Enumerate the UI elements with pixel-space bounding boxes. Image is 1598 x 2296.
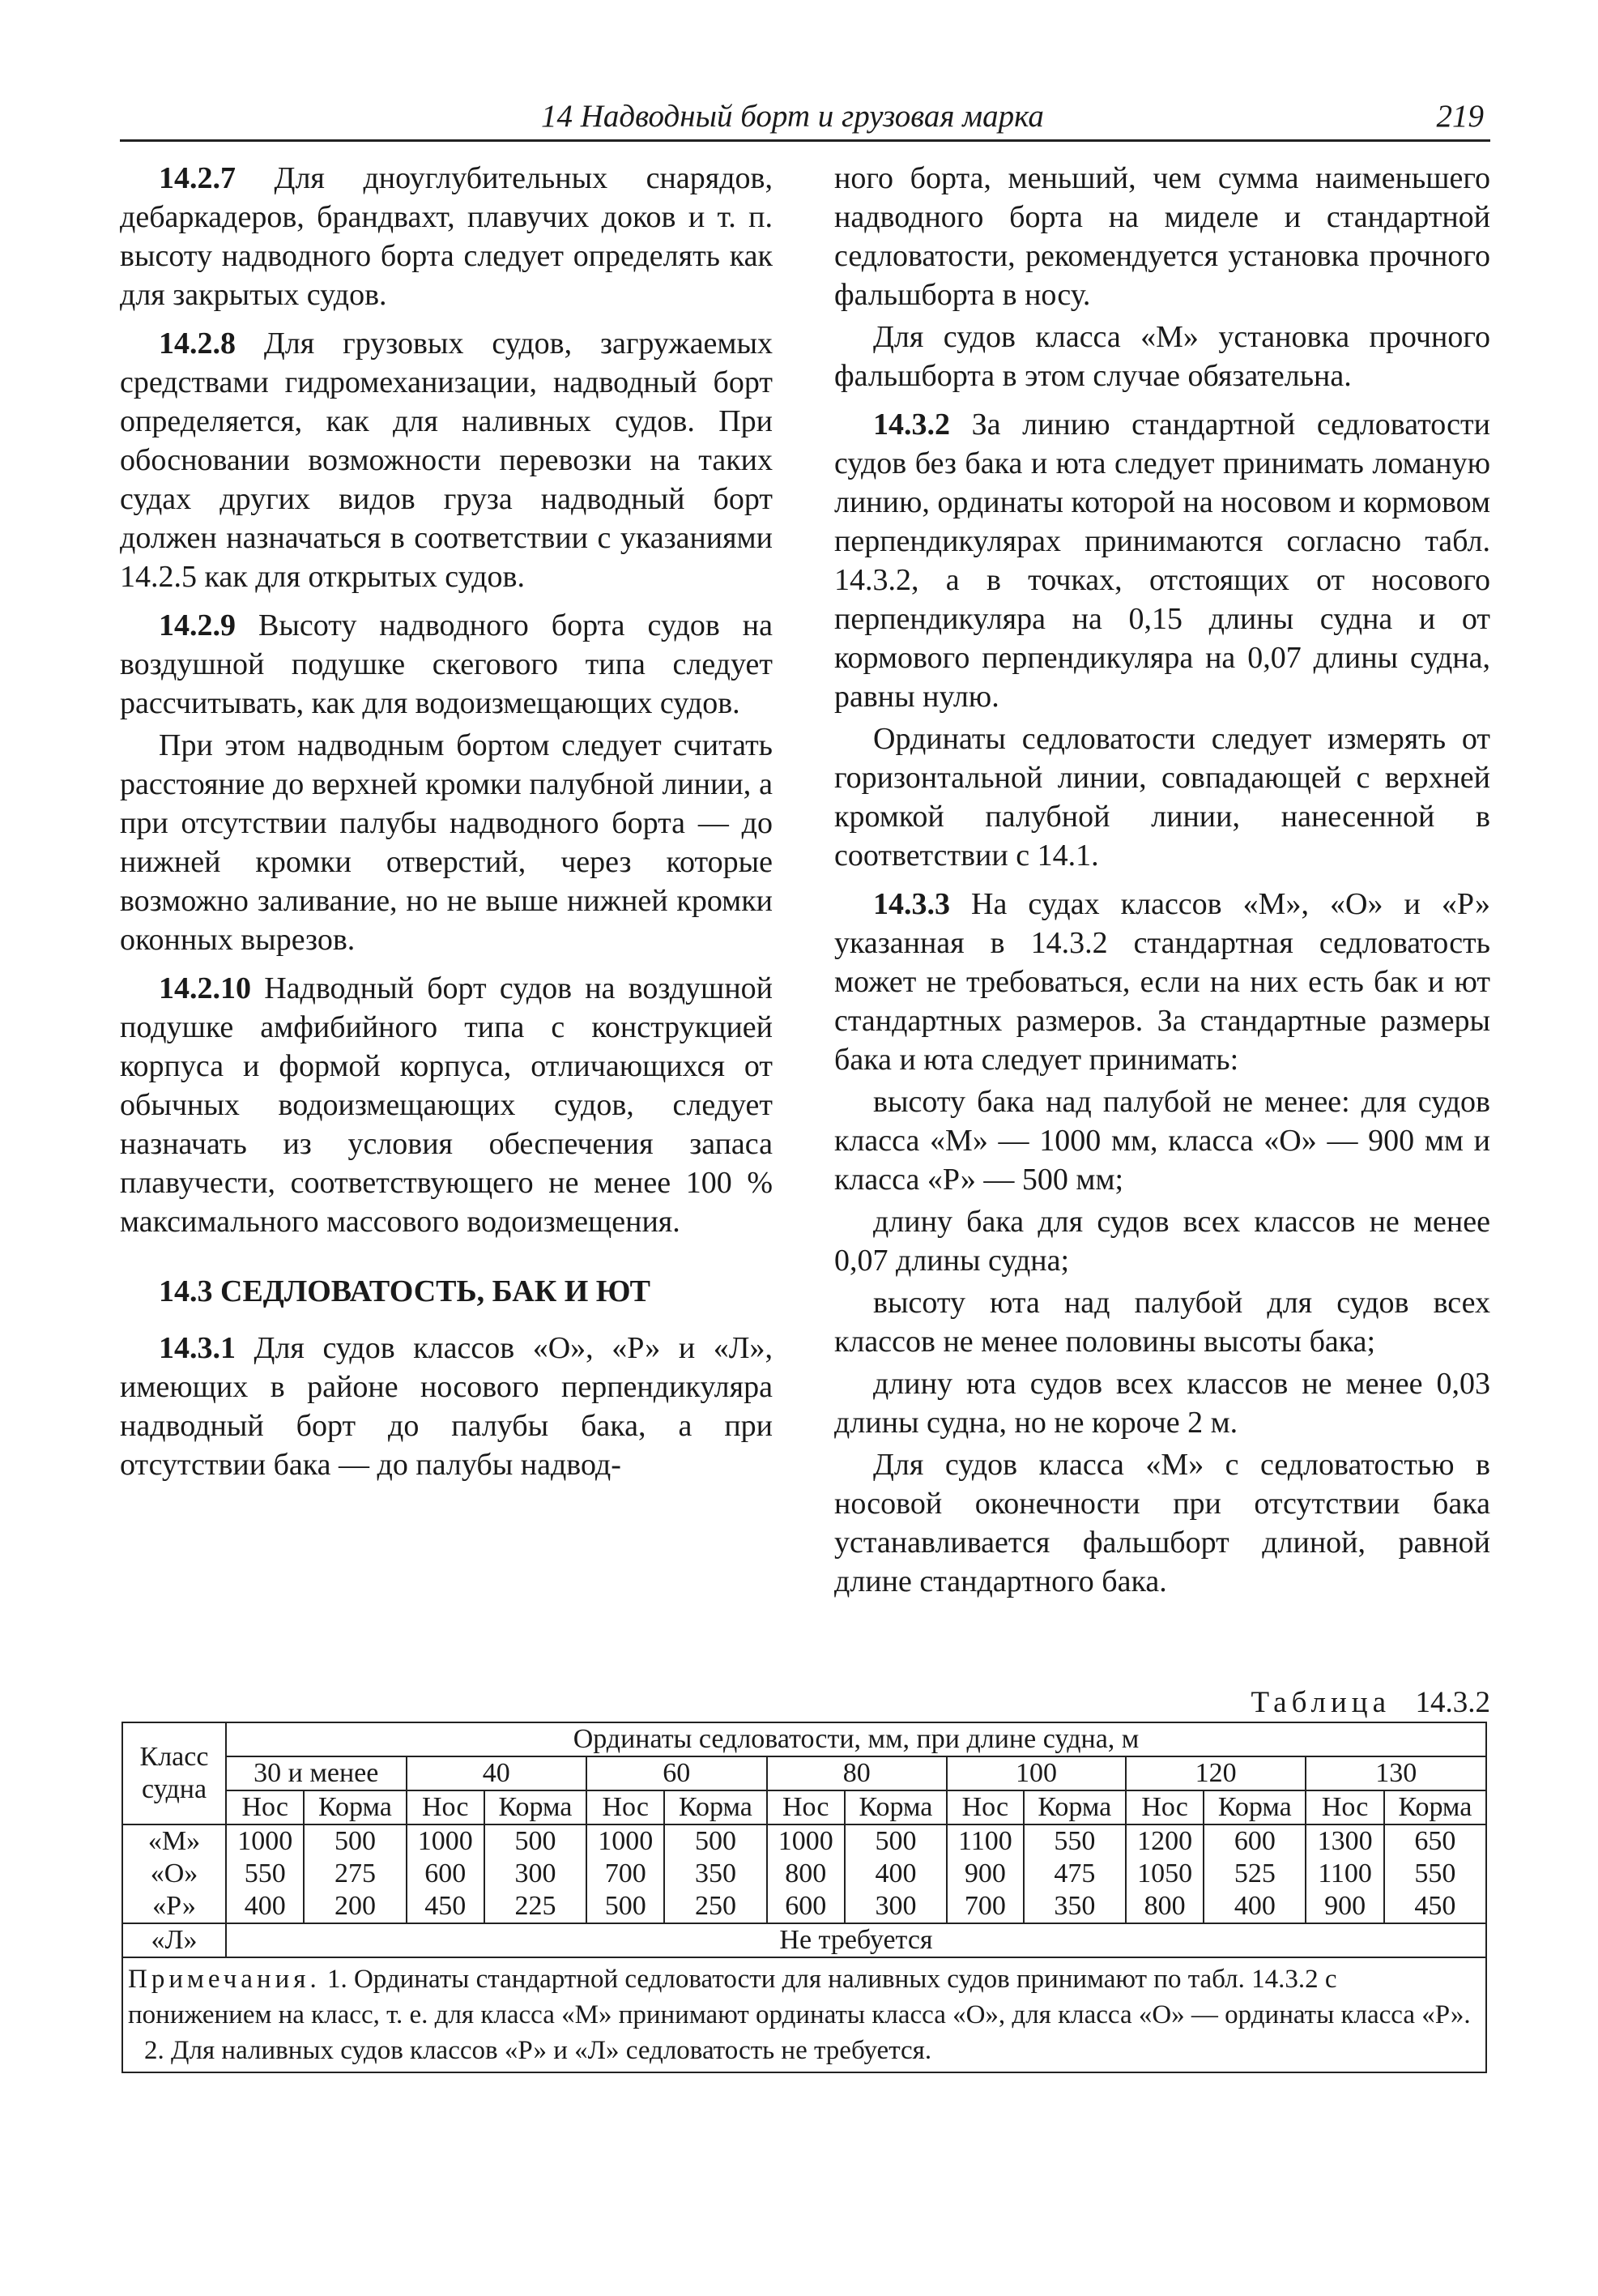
- ordinate-cell: 1000: [586, 1824, 664, 1858]
- paragraph-14-2-9-cont: При этом надводным бортом следует считать расстояние до верхней кромки палубной линии, а при отсутствии палубы надводного борта — до нижней кромки отверстий, через которые возможно заливание, но не выше нижней кромки оконных вырезов.: [120, 728, 773, 957]
- paragraph-text: За линию стандартной седловатости судов без бака и юта следует принимать ломаную линию, ординаты которой на носовом и кормовом перпендикулярах принимаются согласно табл. 14.3.2, а в точках, отстоящих от носового перпендикуляра на 0,15 длины судна и от кормового перпендикуляра на 0,07 длины судна, равны нулю.: [834, 408, 1490, 714]
- length-header: 120: [1126, 1756, 1306, 1790]
- note-2: [128, 2033, 1481, 2068]
- length-header: 40: [407, 1756, 587, 1790]
- length-header: 60: [586, 1756, 767, 1790]
- paragraph-14-3-1-cont: ного борта, меньший, чем сумма наименьшего надводного борта на миделе и стандартной седловатости, рекомендуется установка прочного фальшборта в носу.: [834, 161, 1490, 312]
- paragraph-text: Для грузовых судов, загружаемых средствами гидромеханизации, надводный борт определяется, как для наливных судов. При обосновании возможности перевозки на таких судах других видов груза надводный борт должен назначаться в соответствии с указаниями 14.2.5 как для открытых судов.: [120, 326, 773, 594]
- paragraph-14-3-3: [834, 885, 1490, 1079]
- page-number: 219: [1436, 99, 1484, 134]
- clause-number: 14.2.9: [159, 608, 236, 642]
- running-title: 14 Надводный борт и грузовая марка: [541, 99, 1044, 134]
- ordinate-cell: 1200: [1126, 1824, 1204, 1858]
- note-text: 2. Для наливных судов классов «Р» и «Л» седловатость не требуется.: [144, 2036, 932, 2065]
- table-header-row: [122, 1722, 1486, 1756]
- length-header-row: [122, 1756, 1486, 1790]
- stern-header: Корма: [1204, 1790, 1306, 1824]
- paragraph-14-2-10: [120, 969, 773, 1241]
- table-notes: [122, 1957, 1486, 2072]
- ordinate-cell: 1050: [1126, 1858, 1204, 1890]
- class-cell: «Л»: [122, 1923, 226, 1957]
- notes-label: Примечания.: [128, 1965, 321, 1994]
- stern-header: Корма: [664, 1790, 766, 1824]
- ordinate-cell: 900: [947, 1858, 1024, 1890]
- table-body: [122, 1824, 1486, 1923]
- list-item: высоту бака над палубой не менее: для судов класса «М» — 1000 мм, класса «О» — 900 мм и класса «Р» — 500 мм;: [834, 1085, 1490, 1197]
- ordinate-cell: 350: [664, 1858, 766, 1890]
- paragraph-text: На судах классов «М», «О» и «Р» указанная в 14.3.2 стандартная седловатость может не требоваться, если на них есть бак и ют стандартных размеров. За стандартные размеры бака и юта следует принимать:: [834, 887, 1490, 1077]
- ordinate-cell: 500: [304, 1824, 406, 1858]
- ordinate-cell: 400: [226, 1890, 304, 1923]
- list-item: длину бака для судов всех классов не менее 0,07 длины судна;: [834, 1205, 1490, 1278]
- clause-number: 14.3.2: [873, 408, 950, 442]
- length-header: 130: [1306, 1756, 1486, 1790]
- span-header: Ординаты седловатости, мм, при длине судна, м: [226, 1722, 1486, 1756]
- paragraph-14-2-9: [120, 606, 773, 723]
- class-cell: «Р»: [122, 1890, 226, 1923]
- class-cell: «М»: [122, 1824, 226, 1858]
- ordinate-cell: 500: [586, 1890, 664, 1923]
- ordinate-cell: 1300: [1306, 1824, 1383, 1858]
- ordinate-cell: 1000: [226, 1824, 304, 1858]
- ordinate-cell: 700: [586, 1858, 664, 1890]
- paragraph-text: Надводный борт судов на воздушной подушке амфибийного типа с конструкцией корпуса и формой корпуса, отличающихся от обычных водоизмещающих судов, следует назначать из условия обеспечения запаса плавучести, соответствующего не менее 100 % максимального массового водоизмещения.: [120, 971, 773, 1239]
- paragraph-ordinates: Ординаты седловатости следует измерять от горизонтальной линии, совпадающей с верхней кромкой палубной линии, нанесенной в соответствии с 14.1.: [834, 722, 1490, 873]
- table-row: [122, 1858, 1486, 1890]
- ordinate-cell: 350: [1024, 1890, 1126, 1923]
- clause-number: 14.3.3: [873, 887, 950, 921]
- ordinate-cell: 900: [1306, 1890, 1383, 1923]
- section-heading: 14.3 СЕДЛОВАТОСТЬ, БАК И ЮТ: [159, 1274, 650, 1308]
- table-notes-row: [122, 1957, 1486, 2072]
- nose-stern-row: [122, 1790, 1486, 1824]
- length-header: 80: [767, 1756, 948, 1790]
- ordinate-cell: 1100: [1306, 1858, 1383, 1890]
- class-cell: «О»: [122, 1858, 226, 1890]
- paragraph-text: Для судов классов «О», «Р» и «Л», имеющих в районе носового перпендикуляра надводный борт до палубы бака, а при отсутствии бака — до палубы надвод-: [120, 1331, 773, 1482]
- ordinate-cell: 500: [484, 1824, 586, 1858]
- nose-header: Нос: [407, 1790, 484, 1824]
- ordinate-cell: 450: [1384, 1890, 1486, 1923]
- note-text: 1. Ординаты стандартной седловатости для наливных судов принимают по табл. 14.3.2 с понижением на класс, т. е. для класса «М» принимают ординаты класса «О», для класса «О» — ординаты класса «Р».: [128, 1965, 1471, 2029]
- ordinate-cell: 550: [226, 1858, 304, 1890]
- not-required-cell: Не требуется: [226, 1923, 1486, 1957]
- nose-header: Нос: [1126, 1790, 1204, 1824]
- ordinate-cell: 1000: [767, 1824, 845, 1858]
- caption-word: Таблица: [1251, 1686, 1391, 1719]
- table-row-l: [122, 1923, 1486, 1957]
- paragraph-14-2-7: [120, 159, 773, 314]
- caption-number: 14.3.2: [1415, 1686, 1490, 1719]
- ordinate-cell: 225: [484, 1890, 586, 1923]
- clause-number: 14.2.10: [159, 971, 251, 1005]
- paragraph-14-3-1: [120, 1329, 773, 1484]
- paragraph-text: Высоту надводного борта судов на воздушной подушке скегового типа следует рассчитывать, как для водоизмещающих судов.: [120, 608, 773, 720]
- stern-header: Корма: [845, 1790, 947, 1824]
- ordinate-cell: 1000: [407, 1824, 484, 1858]
- ordinate-cell: 600: [767, 1890, 845, 1923]
- table-row: [122, 1824, 1486, 1858]
- ordinate-cell: 250: [664, 1890, 766, 1923]
- ordinate-cell: 1100: [947, 1824, 1024, 1858]
- ordinate-cell: 275: [304, 1858, 406, 1890]
- ordinate-cell: 300: [845, 1890, 947, 1923]
- stern-header: Корма: [304, 1790, 406, 1824]
- ordinate-cell: 700: [947, 1890, 1024, 1923]
- paragraph-class-m-bulwark: Для судов класса «М» с седловатостью в носовой оконечности при отсутствии бака устанавливается фальшборт длиной, равной длине стандартного бака.: [834, 1448, 1490, 1598]
- table-row: [122, 1890, 1486, 1923]
- paragraph-14-3-2: [834, 405, 1490, 716]
- ordinate-cell: 500: [664, 1824, 766, 1858]
- ordinate-cell: 300: [484, 1858, 586, 1890]
- stern-header: Корма: [1384, 1790, 1486, 1824]
- clause-number: 14.2.8: [159, 326, 236, 361]
- ordinate-cell: 200: [304, 1890, 406, 1923]
- length-header: 30 и менее: [226, 1756, 407, 1790]
- stern-header: Корма: [484, 1790, 586, 1824]
- ordinate-cell: 800: [1126, 1890, 1204, 1923]
- ordinate-cell: 400: [1204, 1890, 1306, 1923]
- ordinate-cell: 600: [407, 1858, 484, 1890]
- ordinate-cell: 525: [1204, 1858, 1306, 1890]
- nose-header: Нос: [586, 1790, 664, 1824]
- ordinate-cell: 500: [845, 1824, 947, 1858]
- ordinate-cell: 650: [1384, 1824, 1486, 1858]
- nose-header: Нос: [1306, 1790, 1383, 1824]
- sheer-ordinates-table: [121, 1722, 1487, 2073]
- length-header: 100: [947, 1756, 1126, 1790]
- ordinate-cell: 475: [1024, 1858, 1126, 1890]
- clause-number: 14.3.1: [159, 1331, 236, 1365]
- paragraph-14-2-8: [120, 324, 773, 596]
- ordinate-cell: 400: [845, 1858, 947, 1890]
- ordinate-cell: 450: [407, 1890, 484, 1923]
- nose-header: Нос: [947, 1790, 1024, 1824]
- list-item: длину юта судов всех классов не менее 0,03 длины судна, но не короче 2 м.: [834, 1367, 1490, 1440]
- paragraph-class-m-note: Для судов класса «М» установка прочного фальшборта в этом случае обязательна.: [834, 320, 1490, 393]
- ordinate-cell: 600: [1204, 1824, 1306, 1858]
- nose-header: Нос: [767, 1790, 845, 1824]
- table-caption: [1251, 1685, 1491, 1720]
- right-column: [834, 159, 1490, 1611]
- class-header: Класс судна: [122, 1722, 226, 1824]
- clause-number: 14.2.7: [159, 161, 236, 195]
- paragraph-text: Для дноуглубительных снарядов, дебаркадеров, брандвахт, плавучих доков и т. п. высоту надводного борта следует определять как для закрытых судов.: [120, 161, 773, 312]
- nose-header: Нос: [226, 1790, 304, 1824]
- ordinate-cell: 800: [767, 1858, 845, 1890]
- stern-header: Корма: [1024, 1790, 1126, 1824]
- list-item: высоту юта над палубой для судов всех классов не менее половины высоты бака;: [834, 1286, 1490, 1359]
- ordinate-cell: 550: [1384, 1858, 1486, 1890]
- ordinate-cell: 550: [1024, 1824, 1126, 1858]
- page-header: [120, 91, 1490, 142]
- left-column: [120, 159, 773, 1494]
- note-1: [128, 1961, 1481, 2033]
